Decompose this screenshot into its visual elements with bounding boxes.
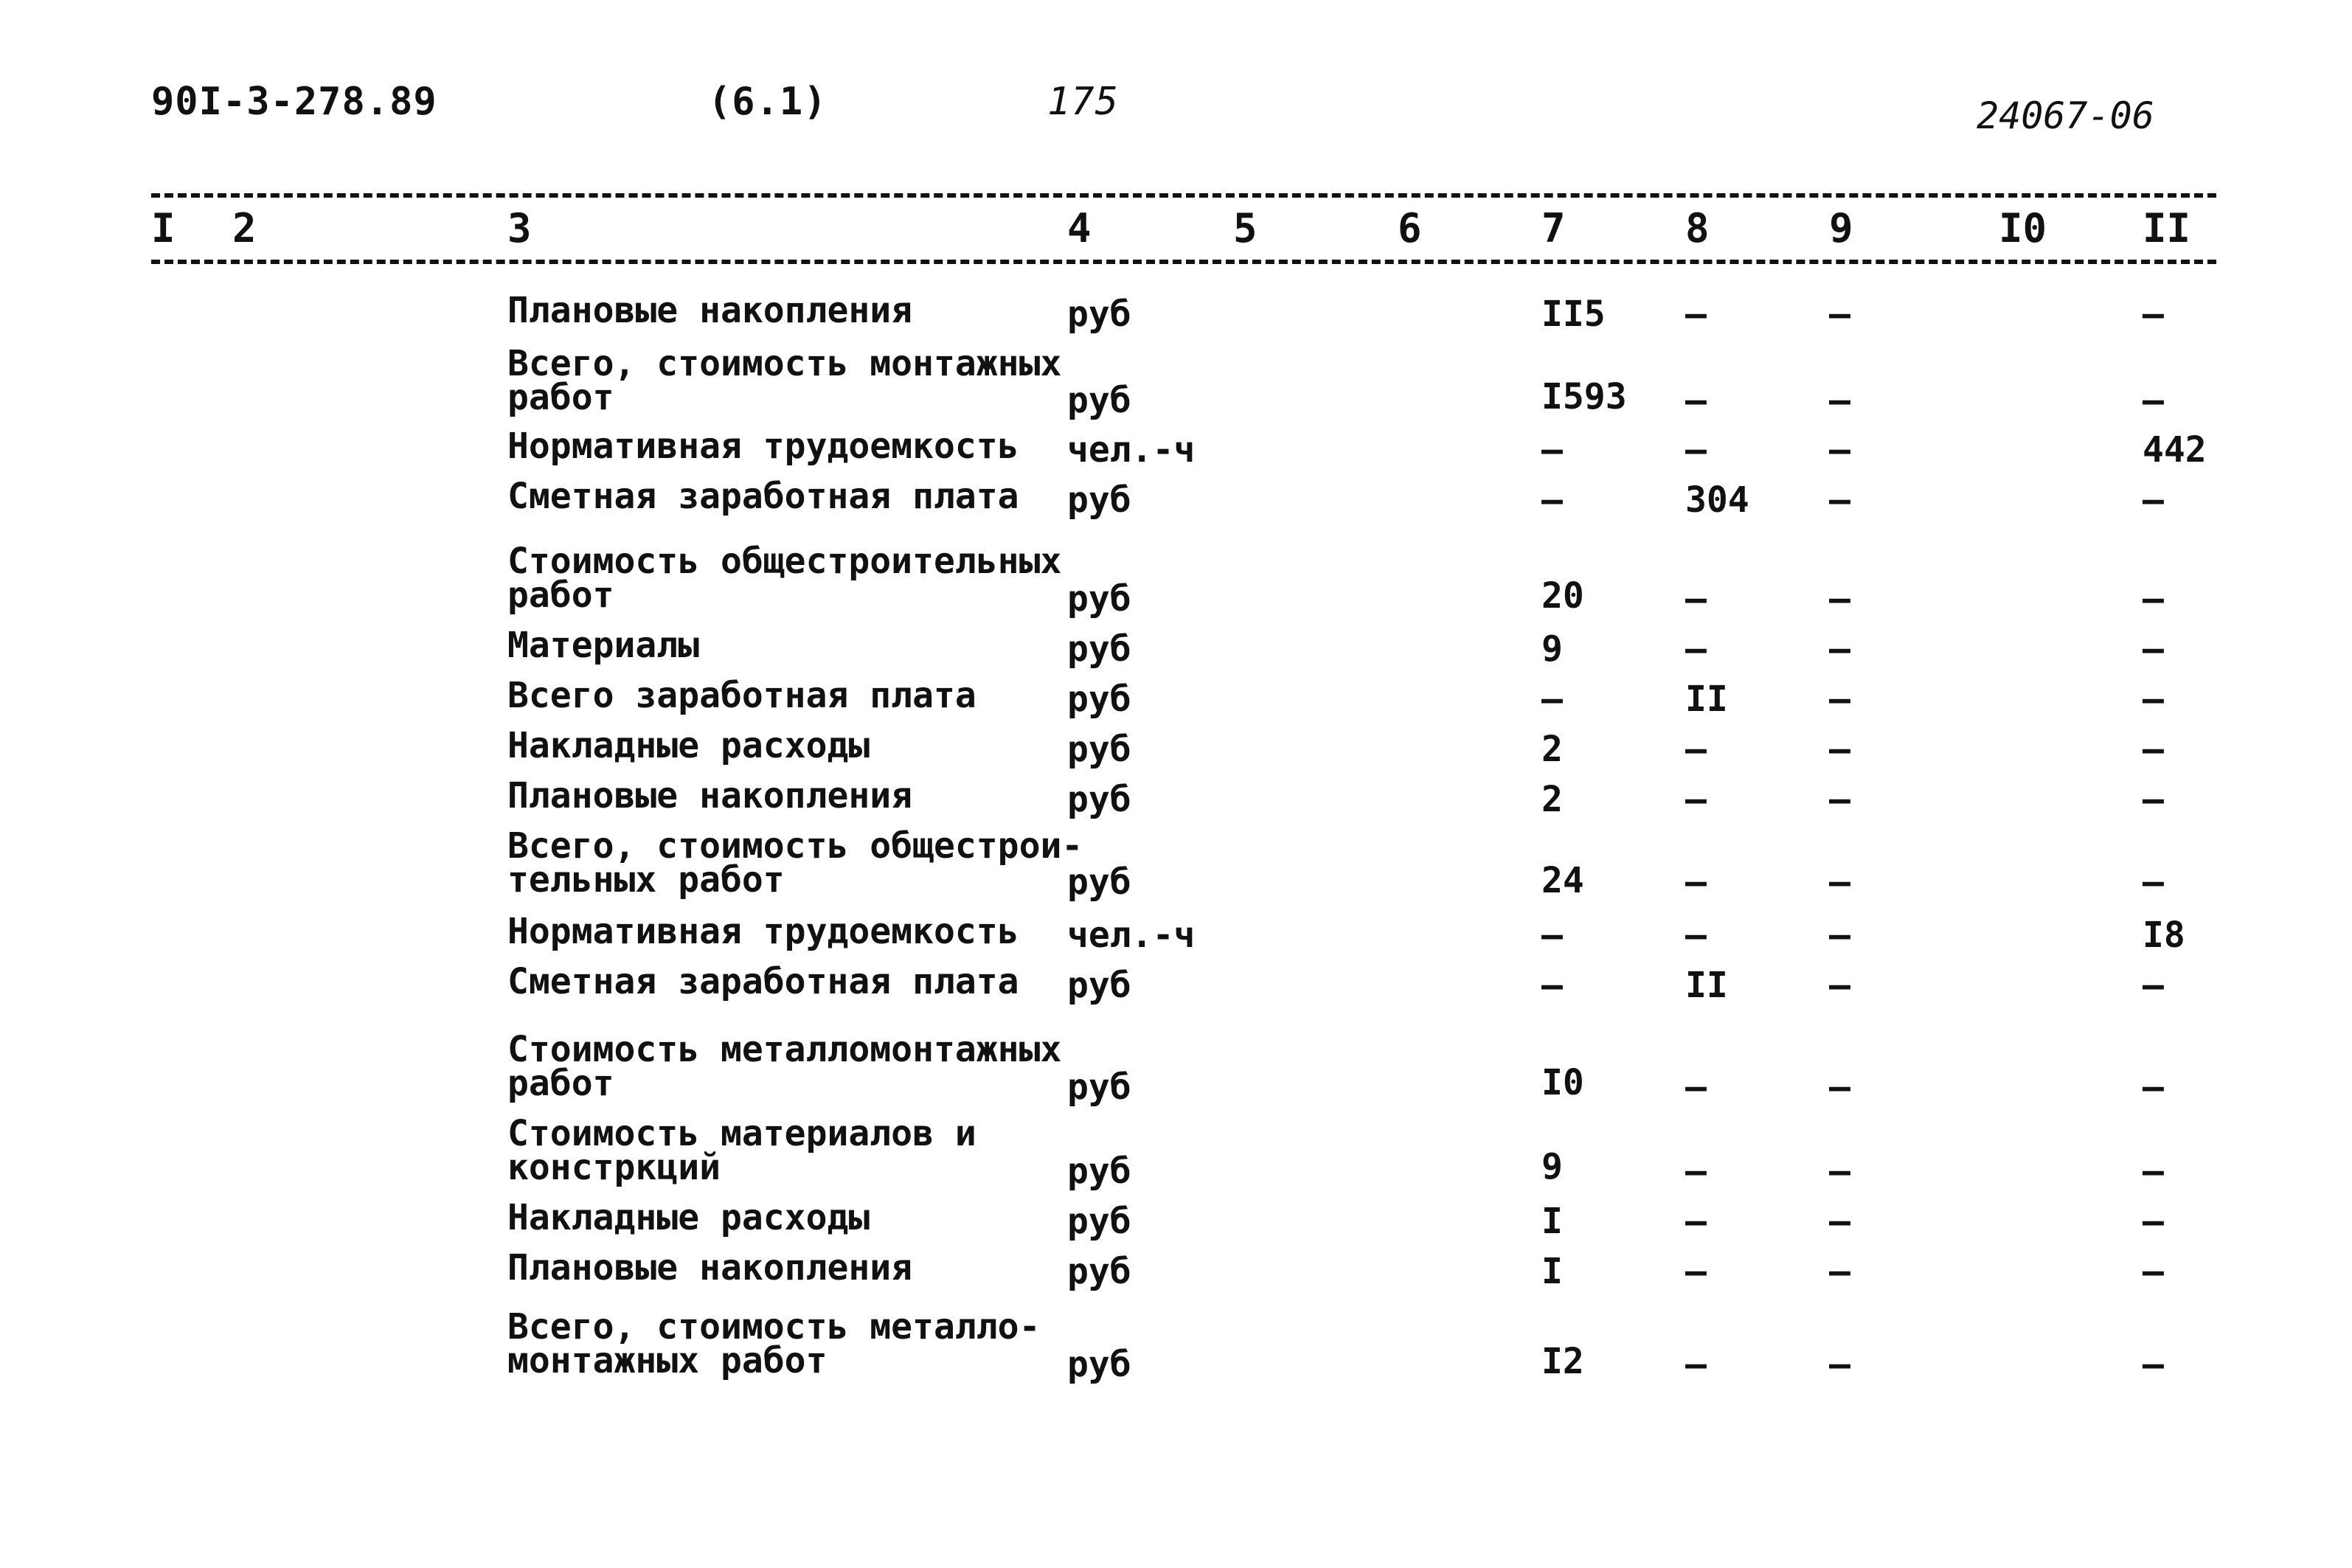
row-label: Нормативная трудоемкость [507,426,1019,467]
cell-col-11: – [2143,1151,2164,1192]
cell-col-8: – [1685,1201,1707,1242]
column-header-8: 8 [1685,205,1710,251]
row-label: Всего, стоимость общестрои- тельных работ [507,825,1083,901]
cell-col-9: – [1829,479,1850,521]
row-unit: руб [1067,1066,1131,1108]
cell-col-11: 442 [2143,429,2207,471]
cell-col-11: – [2143,380,2164,421]
column-header-9: 9 [1829,205,1853,251]
cell-col-7: II5 [1541,294,1606,335]
cell-col-8: II [1685,679,1728,720]
cell-col-11: – [2143,779,2164,820]
cell-col-7: I2 [1541,1341,1584,1382]
cell-col-11: – [2143,294,2164,335]
cell-col-9: – [1829,1151,1850,1192]
cell-col-7: 24 [1541,860,1584,901]
cell-col-8: – [1685,779,1707,820]
cell-col-9: – [1829,861,1850,903]
row-label: Стоимость общестроительных работ [507,541,1062,616]
cell-col-8: 304 [1685,479,1749,521]
cell-col-7: – [1541,915,1563,956]
row-label: Плановые накопления [507,290,913,331]
cell-col-8: II [1685,965,1728,1006]
row-unit: руб [1067,729,1131,770]
column-header-6: 6 [1398,205,1422,251]
cell-col-11: – [2143,679,2164,720]
cell-col-7: – [1541,965,1563,1006]
column-header-1: I [151,205,176,251]
cell-col-9: – [1829,729,1850,770]
row-label: Всего заработная плата [507,675,976,716]
cell-col-8: – [1685,729,1707,770]
cell-col-9: – [1829,915,1850,956]
page-number: 175 [1047,80,1119,124]
section-number: (6.1) [708,80,828,124]
cell-col-11: – [2143,1066,2164,1108]
row-unit: руб [1067,1251,1131,1292]
row-label: Плановые накопления [507,1247,913,1288]
cell-col-7: 2 [1541,779,1563,820]
row-label: Плановые накопления [507,775,913,816]
row-unit: руб [1067,679,1131,720]
column-header-3: 3 [507,205,532,251]
row-unit: руб [1067,779,1131,820]
row-unit: руб [1067,1151,1131,1192]
cell-col-9: – [1829,679,1850,720]
row-unit: руб [1067,1201,1131,1242]
cell-col-8: – [1685,294,1707,335]
inventory-number: 24067-06 [1977,94,2154,137]
row-label: Стоимость материалов и констркций [507,1113,976,1188]
row-label: Всего, стоимость монтажных работ [507,343,1062,418]
cell-col-7: I [1541,1251,1563,1292]
cell-col-11: – [2143,628,2164,670]
row-unit: руб [1067,380,1131,421]
cell-col-7: I [1541,1201,1563,1242]
cell-col-9: – [1829,779,1850,820]
cell-col-9: – [1829,965,1850,1006]
cell-col-7: – [1541,429,1563,471]
cell-col-9: – [1829,1344,1850,1385]
cell-col-7: 9 [1541,1146,1563,1187]
cell-col-7: – [1541,479,1563,521]
cell-col-9: – [1829,294,1850,335]
column-header-2: 2 [232,205,257,251]
cell-col-11: – [2143,1344,2164,1385]
cell-col-8: – [1685,1344,1707,1385]
cell-col-9: – [1829,578,1850,620]
cell-col-8: – [1685,1151,1707,1192]
row-unit: руб [1067,578,1131,620]
row-unit: руб [1067,628,1131,670]
row-label: Накладные расходы [507,1197,870,1238]
row-label: Сметная заработная плата [507,476,1019,517]
cell-col-8: – [1685,578,1707,620]
cell-col-8: – [1685,1251,1707,1292]
cell-col-11: – [2143,729,2164,770]
row-unit: руб [1067,1344,1131,1385]
row-label: Сметная заработная плата [507,961,1019,1002]
column-header-4: 4 [1067,205,1092,251]
row-label: Стоимость металломонтажных работ [507,1029,1062,1104]
row-label: Нормативная трудоемкость [507,911,1019,952]
cell-col-9: – [1829,380,1850,421]
cell-col-9: – [1829,429,1850,471]
cell-col-7: – [1541,679,1563,720]
row-unit: руб [1067,294,1131,335]
cell-col-7: 9 [1541,628,1563,670]
cell-col-9: – [1829,628,1850,670]
cell-col-9: – [1829,1066,1850,1108]
cell-col-9: – [1829,1201,1850,1242]
cell-col-11: I8 [2143,915,2185,956]
table-top-rule [151,193,2216,198]
column-header-10: I0 [1999,205,2047,251]
row-unit: руб [1067,861,1131,903]
cell-col-8: – [1685,861,1707,903]
column-header-7: 7 [1541,205,1566,251]
cell-col-7: I0 [1541,1062,1584,1103]
cell-col-11: – [2143,965,2164,1006]
row-unit: руб [1067,965,1131,1006]
row-label: Накладные расходы [507,725,870,766]
cell-col-7: 2 [1541,729,1563,770]
cell-col-8: – [1685,1066,1707,1108]
row-label: Всего, стоимость металло- монтажных работ [507,1306,1041,1381]
cell-col-11: – [2143,1201,2164,1242]
row-unit: руб [1067,479,1131,521]
table-header-rule [151,260,2216,264]
cell-col-11: – [2143,479,2164,521]
column-header-5: 5 [1233,205,1257,251]
cell-col-8: – [1685,915,1707,956]
row-unit: чел.-ч [1067,429,1196,471]
row-label: Материалы [507,625,700,666]
cell-col-11: – [2143,578,2164,620]
cell-col-7: I593 [1541,376,1627,417]
cell-col-11: – [2143,1251,2164,1292]
cell-col-8: – [1685,429,1707,471]
cell-col-8: – [1685,628,1707,670]
cell-col-8: – [1685,380,1707,421]
row-unit: чел.-ч [1067,915,1196,956]
column-header-11: II [2143,205,2191,251]
cell-col-11: – [2143,861,2164,903]
cell-col-7: 20 [1541,575,1584,617]
cell-col-9: – [1829,1251,1850,1292]
document-code: 90I-3-278.89 [151,80,437,124]
